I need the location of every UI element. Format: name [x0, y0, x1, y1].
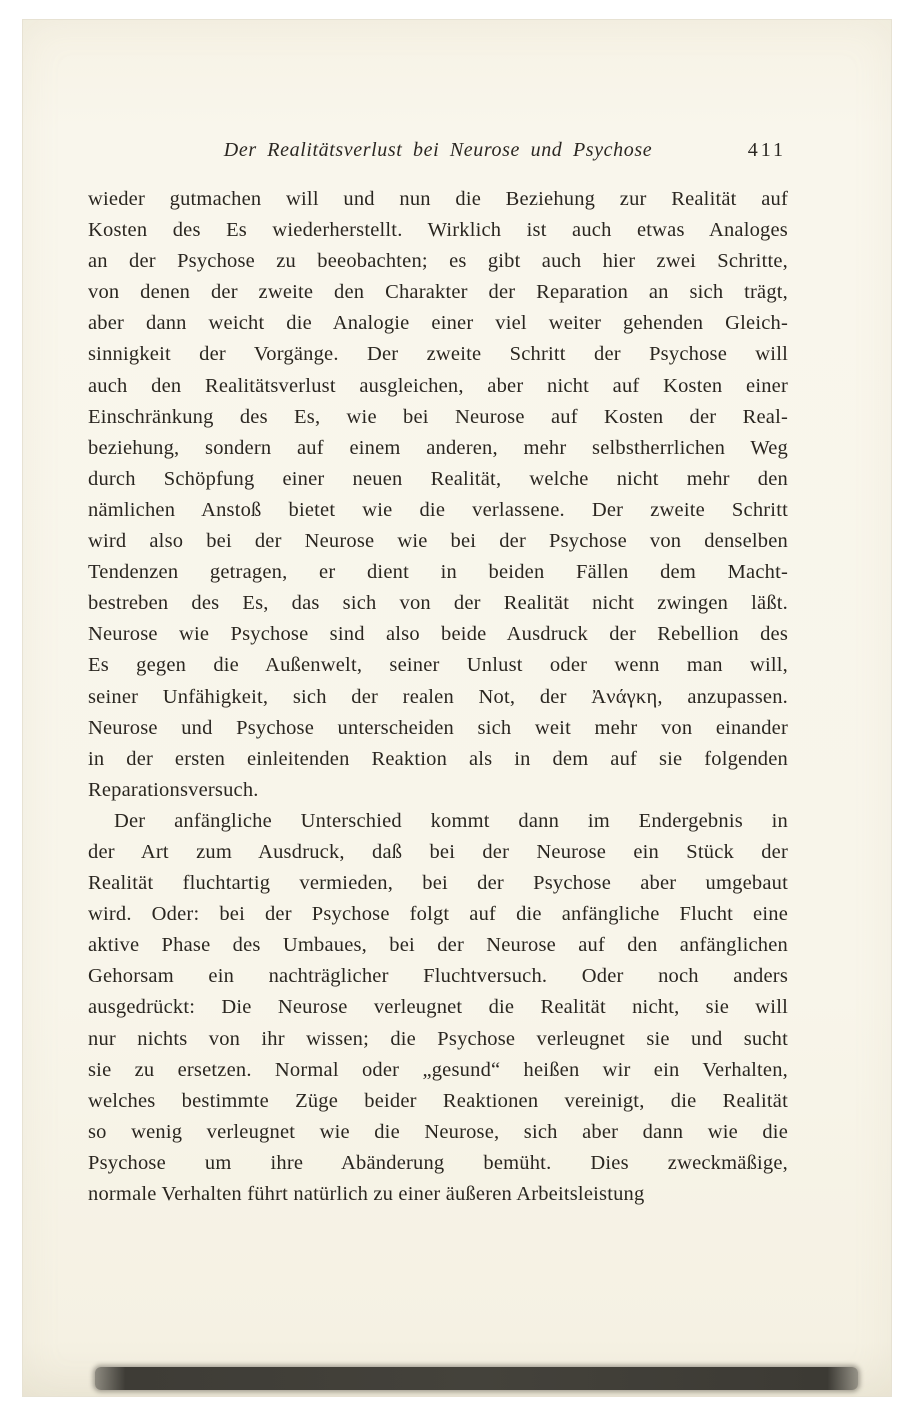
- text-line: beziehung, sondern auf einem anderen, mehr selbstherrlichen Weg: [88, 436, 788, 459]
- text-line: Tendenzen getragen, er dient in beiden Fällen dem Macht-: [88, 561, 788, 584]
- paragraph: [88, 806, 788, 1210]
- text-line: in der ersten einleitenden Reaktion als in dem auf sie folgenden: [88, 747, 788, 770]
- text-line: wieder gutmachen will und nun die Beziehung zur Realität auf: [88, 188, 788, 210]
- text-line: Realität fluchtartig vermieden, bei der Psychose aber umgebaut: [88, 872, 788, 895]
- text-block: [88, 184, 788, 1210]
- page-header: [88, 136, 788, 164]
- text-line: so wenig verleugnet wie die Neurose, sich aber dann wie die: [88, 1120, 788, 1143]
- text-line: Gehorsam ein nachträglicher Fluchtversuch. Oder noch anders: [88, 965, 788, 988]
- text-line: ausgedrückt: Die Neurose verleugnet die Realität nicht, sie will: [88, 996, 788, 1019]
- text-line: bestreben des Es, das sich von der Realität nicht zwingen läßt.: [88, 592, 788, 615]
- text-line: Der anfängliche Unterschied kommt dann im Endergebnis in: [114, 809, 788, 832]
- text-line: nur nichts von ihr wissen; die Psychose verleugnet sie und sucht: [88, 1027, 788, 1050]
- page-number: 411: [747, 139, 786, 161]
- text-line: sinnigkeit der Vorgänge. Der zweite Schritt der Psychose will: [88, 343, 788, 366]
- text-line: Neurose und Psychose unterscheiden sich weit mehr von einander: [88, 716, 788, 739]
- text-line: von denen der zweite den Charakter der Reparation an sich trägt,: [88, 281, 788, 304]
- text-line: aktive Phase des Umbaues, bei der Neurose auf den anfänglichen: [88, 934, 788, 957]
- text-line: durch Schöpfung einer neuen Realität, welche nicht mehr den: [88, 467, 788, 490]
- text-line: normale Verhalten führt natürlich zu einer äußeren Arbeitsleistung: [88, 1183, 645, 1205]
- scan-artifact-bottom: [95, 1367, 858, 1390]
- text-line: Reparationsversuch.: [88, 778, 259, 801]
- book-page: [22, 19, 892, 1397]
- running-title: Der Realitätsverlust bei Neurose und Psychose: [223, 139, 653, 161]
- text-line: an der Psychose zu beeobachten; es gibt auch hier zwei Schritte,: [88, 250, 788, 273]
- text-line: seiner Unfähigkeit, sich der realen Not, der Ἀνάγκη, anzupassen.: [88, 685, 788, 708]
- text-line: Neurose wie Psychose sind also beide Ausdruck der Rebellion des: [88, 623, 788, 646]
- text-line: Es gegen die Außenwelt, seiner Unlust oder wenn man will,: [88, 654, 788, 677]
- text-line: wird also bei der Neurose wie bei der Psychose von denselben: [88, 530, 788, 553]
- paragraph: [88, 184, 788, 806]
- text-line: welches bestimmte Züge beider Reaktionen vereinigt, die Realität: [88, 1089, 788, 1112]
- text-line: wird. Oder: bei der Psychose folgt auf die anfängliche Flucht eine: [88, 903, 788, 926]
- text-line: Einschränkung des Es, wie bei Neurose auf Kosten der Real-: [88, 405, 788, 428]
- text-line: der Art zum Ausdruck, daß bei der Neurose ein Stück der: [88, 840, 788, 863]
- text-line: Kosten des Es wiederherstellt. Wirklich ist auch etwas Analoges: [88, 219, 788, 242]
- text-line: sie zu ersetzen. Normal oder „gesund“ heißen wir ein Verhalten,: [88, 1058, 788, 1081]
- text-line: Psychose um ihre Abänderung bemüht. Dies zweckmäßige,: [88, 1151, 788, 1174]
- text-line: nämlichen Anstoß bietet wie die verlassene. Der zweite Schritt: [88, 498, 788, 521]
- text-line: aber dann weicht die Analogie einer viel weiter gehenden Gleich-: [88, 312, 788, 335]
- text-line: auch den Realitätsverlust ausgleichen, aber nicht auf Kosten einer: [88, 374, 788, 397]
